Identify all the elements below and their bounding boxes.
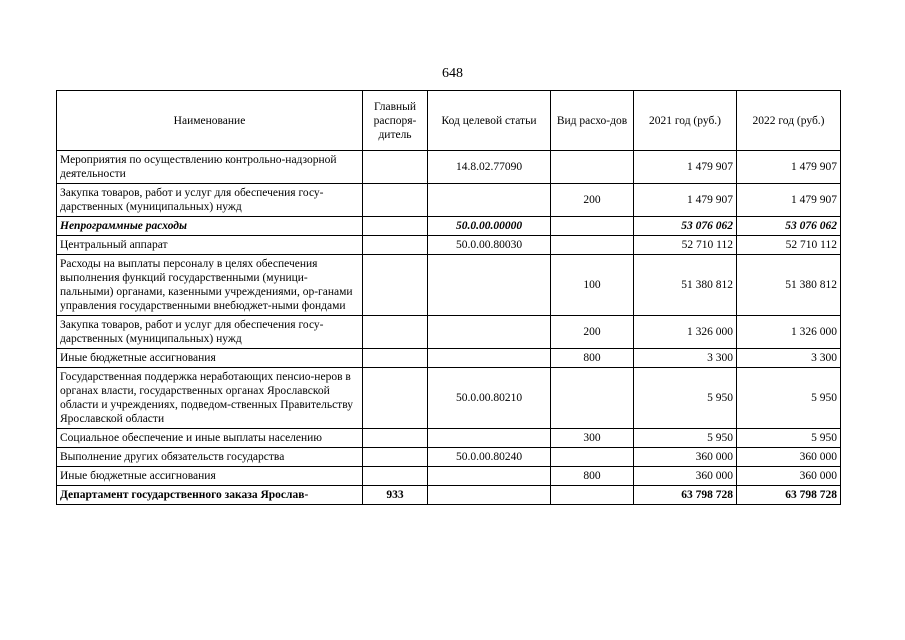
cell-year-2022: 1 479 907 — [737, 151, 841, 184]
cell-target-code: 50.0.00.00000 — [428, 217, 551, 236]
cell-target-code — [428, 316, 551, 349]
cell-expense-kind — [551, 368, 634, 429]
cell-target-code: 50.0.00.80210 — [428, 368, 551, 429]
cell-chief-manager — [363, 349, 428, 368]
table-row — [57, 429, 841, 448]
cell-target-code — [428, 429, 551, 448]
cell-name: Закупка товаров, работ и услуг для обеспечения госу-дарственных (муниципальных) нужд — [57, 316, 363, 349]
cell-expense-kind: 100 — [551, 255, 634, 316]
cell-name: Закупка товаров, работ и услуг для обеспечения госу-дарственных (муниципальных) нужд — [57, 184, 363, 217]
cell-name: Мероприятия по осуществлению контрольно-надзорной деятельности — [57, 151, 363, 184]
cell-name: Государственная поддержка неработающих пенсио-неров в органах власти, государственных органах Ярославской области и учреждениях, подведом-ственных Правительству Ярославской области — [57, 368, 363, 429]
cell-target-code — [428, 255, 551, 316]
cell-year-2021: 3 300 — [634, 349, 737, 368]
cell-target-code — [428, 467, 551, 486]
table-row — [57, 368, 841, 429]
cell-year-2022: 63 798 728 — [737, 486, 841, 505]
table-row — [57, 236, 841, 255]
cell-year-2021: 360 000 — [634, 448, 737, 467]
cell-expense-kind — [551, 236, 634, 255]
table-row — [57, 349, 841, 368]
cell-chief-manager — [363, 236, 428, 255]
cell-year-2021: 52 710 112 — [634, 236, 737, 255]
cell-expense-kind: 300 — [551, 429, 634, 448]
cell-year-2022: 5 950 — [737, 429, 841, 448]
cell-year-2021: 1 479 907 — [634, 184, 737, 217]
cell-year-2021: 360 000 — [634, 467, 737, 486]
cell-year-2022: 360 000 — [737, 448, 841, 467]
cell-target-code: 50.0.00.80030 — [428, 236, 551, 255]
header-year-2022: 2022 год (руб.) — [737, 91, 841, 151]
cell-expense-kind — [551, 217, 634, 236]
cell-year-2021: 1 479 907 — [634, 151, 737, 184]
cell-target-code — [428, 184, 551, 217]
table-row — [57, 467, 841, 486]
cell-chief-manager — [363, 217, 428, 236]
cell-name: Выполнение других обязательств государства — [57, 448, 363, 467]
cell-name: Непрограммные расходы — [57, 217, 363, 236]
table-row — [57, 184, 841, 217]
header-expense-kind: Вид расхо-дов — [551, 91, 634, 151]
header-chief-manager: Главный распоря-дитель — [363, 91, 428, 151]
cell-expense-kind: 800 — [551, 467, 634, 486]
cell-name: Расходы на выплаты персоналу в целях обеспечения выполнения функций государственными (муници-пальными) органами, казенными учреждениями, ор-ганами управления государственными внебюджет-ными фондами — [57, 255, 363, 316]
cell-expense-kind: 800 — [551, 349, 634, 368]
cell-chief-manager — [363, 467, 428, 486]
table-row — [57, 486, 841, 505]
cell-year-2022: 51 380 812 — [737, 255, 841, 316]
header-name: Наименование — [57, 91, 363, 151]
cell-chief-manager — [363, 255, 428, 316]
cell-target-code — [428, 486, 551, 505]
cell-year-2022: 1 326 000 — [737, 316, 841, 349]
table-row — [57, 316, 841, 349]
cell-chief-manager — [363, 151, 428, 184]
table-row — [57, 217, 841, 236]
cell-chief-manager — [363, 368, 428, 429]
cell-name: Иные бюджетные ассигнования — [57, 349, 363, 368]
cell-name: Центральный аппарат — [57, 236, 363, 255]
table-row — [57, 448, 841, 467]
cell-name: Иные бюджетные ассигнования — [57, 467, 363, 486]
cell-chief-manager — [363, 316, 428, 349]
cell-year-2022: 5 950 — [737, 368, 841, 429]
cell-year-2021: 5 950 — [634, 368, 737, 429]
table-row — [57, 151, 841, 184]
cell-chief-manager — [363, 429, 428, 448]
cell-expense-kind — [551, 486, 634, 505]
cell-expense-kind: 200 — [551, 316, 634, 349]
header-year-2021: 2021 год (руб.) — [634, 91, 737, 151]
table-row — [57, 255, 841, 316]
table-header-row — [57, 91, 841, 151]
cell-year-2022: 360 000 — [737, 467, 841, 486]
budget-table — [56, 90, 841, 505]
header-target-code: Код целевой статьи — [428, 91, 551, 151]
cell-target-code: 14.8.02.77090 — [428, 151, 551, 184]
cell-expense-kind: 200 — [551, 184, 634, 217]
cell-year-2021: 53 076 062 — [634, 217, 737, 236]
cell-name: Социальное обеспечение и иные выплаты населению — [57, 429, 363, 448]
cell-year-2022: 52 710 112 — [737, 236, 841, 255]
cell-year-2022: 53 076 062 — [737, 217, 841, 236]
cell-target-code: 50.0.00.80240 — [428, 448, 551, 467]
cell-year-2022: 1 479 907 — [737, 184, 841, 217]
table-body — [57, 151, 841, 505]
cell-year-2022: 3 300 — [737, 349, 841, 368]
page-number: 648 — [442, 66, 463, 81]
cell-chief-manager — [363, 184, 428, 217]
cell-year-2021: 51 380 812 — [634, 255, 737, 316]
cell-name: Департамент государственного заказа Ярослав- — [57, 486, 363, 505]
cell-year-2021: 5 950 — [634, 429, 737, 448]
cell-year-2021: 63 798 728 — [634, 486, 737, 505]
cell-chief-manager: 933 — [363, 486, 428, 505]
cell-chief-manager — [363, 448, 428, 467]
cell-target-code — [428, 349, 551, 368]
cell-expense-kind — [551, 448, 634, 467]
cell-year-2021: 1 326 000 — [634, 316, 737, 349]
cell-expense-kind — [551, 151, 634, 184]
